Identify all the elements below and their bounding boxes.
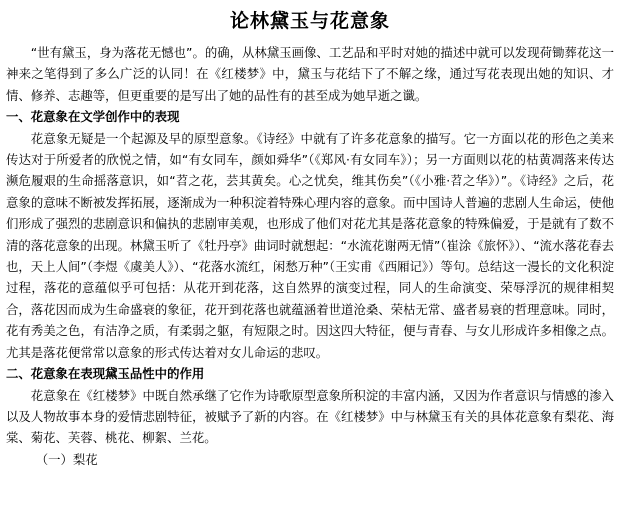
section-1-heading: 一、花意象在文学创作中的表现 [6,109,180,125]
document-body [0,36,620,470]
section-2-heading: 二、花意象在表现黛玉品性中的作用 [6,366,205,382]
section-1-paragraph: 花意象无疑是一个起源及早的原型意象。《诗经》中就有了许多花意象的描写。它一方面以花的形色之美来传达对于所爱者的欣悦之情，如“有女同车，颜如舜华”（《郑风·有女同车》）；另一方面则以花的枯黄凋落来传达濒危履艰的生命摇落意识，如“苕之花，芸其黄矣。心之忧矣，维其伤矣”（《小雅·苕之华》）”。《诗经》之后，花意象的意味不断被发挥拓展，逐渐成为一种积淀着特殊心理内容的意象。而中国诗人普遍的悲剧人生命运，使他们形成了强烈的悲剧意识和偏执的悲剧审美观，也形成了他们对花尤其是落花意象的特殊偏爱，于是就有了数不清的落花意象的出现。林黛玉听了《牡丹亭》曲词时就想起：“水流花谢两无情”（崔涂《旅怀》）、“流水落花春去也，天上人间”（李煜《虞美人》）、“花落水流红，闲愁万种”（王实甫《西厢记》）等句。总结这一漫长的文化积淀过程，落花的意蕴似乎可包括：从花开到花落，这自然界的演变过程，同人的生命演变、荣辱浮沉的规律相契合，落花因而成为生命盛衰的象征，花开到花落也就蕴涵着世道沧桑、荣枯无常、盛者易衰的哲理意味。同时，花有秀美之色，有洁净之质，有柔弱之躯，有短限之时。因这四大特征，便与青春、与女儿形成许多相像之点。尤其是落花便常常以意象的形式传达着对女儿命运的悲叹。 [6,130,614,360]
intro-paragraph: “世有黛玉，身为落花无憾也”。的确，从林黛玉画像、工艺品和平时对她的描述中就可以发现荷锄葬花这一神来之笔得到了多么广泛的认同！在《红楼梦》中，黛玉与花结下了不解之缘，通过写花表现出她的知识、才情、修养、志趣等，但更重要的是写出了她的品性有的甚至成为她早逝之谶。 [6,45,614,103]
document-title: 论林黛玉与花意象 [229,10,390,32]
subsection-1-heading: （一）梨花 [35,451,98,467]
section-2-paragraph: 花意象在《红楼梦》中既自然承继了它作为诗歌原型意象所积淀的丰富内涵，又因为作者意识与情感的渗入以及人物故事本身的爱情悲剧特征，被赋予了新的内容。在《红楼梦》中与林黛玉有关的具体花意象有梨花、海棠、菊花、芙蓉、桃花、柳絮、兰花。 [6,387,614,446]
